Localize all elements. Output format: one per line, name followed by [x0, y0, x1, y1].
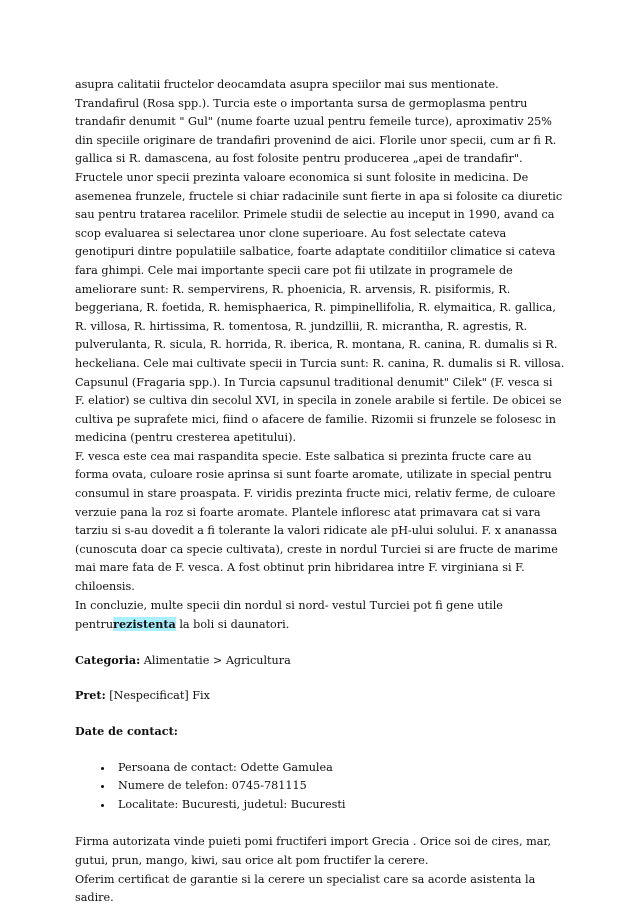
contact-phone: • Numere de telefon: 0745-781115	[114, 777, 565, 796]
category-value: Alimentatie > Agricultura	[140, 653, 291, 667]
contact-location: • Localitate: Bucuresti, judetul: Bucuresti	[114, 796, 565, 815]
category-label: Categoria:	[75, 652, 141, 667]
highlighted-keyword-link[interactable]: rezistenta	[113, 617, 176, 632]
price-value: [Nespecificat] Fix	[105, 689, 210, 703]
contact-list	[75, 759, 565, 815]
article-body	[75, 76, 565, 635]
article-paragraph-intro: asupra calitatii fructelor deocamdata asupra speciilor mai sus mentionate.	[75, 78, 499, 91]
article-paragraph-roses: Trandafirul (Rosa spp.). Turcia este o importanta sursa de germoplasma pentru trandafir denumit " Gul" (nume foarte uzual pentru femeile turce), aproximativ 25% din speciile originare de trandafiri provenind de aici. Florile unor specii, cum ar fi R. gallica si R. damascena, au fost folosite pentru producerea „apei de trandafir". Fructele unor specii prezinta valoare economica si sunt folosite in medicina. De asemenea frunzele, fructele si chiar radacinile sunt fierte in apa si folosite ca diuretic sau pentru tratarea racelilor. Primele studii de selectie au inceput in 1990, avand ca scop evaluarea si selectarea unor clone superioare. Au fost selectate cateva genotipuri dintre populatiile salbatice, foarte adaptate conditiilor climatice si cateva fara ghimpi. Cele mai importante specii care pot fii utilzate in programele de ameliorare sunt: R. sempervirens, R. phoenicia, R. arvensis, R. pisiformis, R. beggeriana, R. foetida, R. hemisphaerica, R. pimpinellifolia, R. elymaitica, R. gallica, R. villosa, R. hirtissima, R. tomentosa, R. jundzillii, R. micrantha, R. agrestis, R. pulverulanta, R. sicula, R. horrida, R. iberica, R. montana, R. canina, R. dumalis si R. heckeliana. Cele mai cultivate specii in Turcia sunt: R. canina, R. dumalis si R. villosa.	[75, 96, 565, 370]
conclusion-text-end: la boli si daunatori.	[175, 618, 290, 632]
category-field	[75, 651, 565, 671]
ad-line-guarantee: Oferim certificat de garantie si la cerere un specialist care sa acorde asistenta la sadire.	[75, 872, 536, 905]
price-label: Pret:	[75, 688, 106, 703]
contact-title: Date de contact:	[75, 724, 178, 738]
conclusion-text: In concluzie, multe specii din nordul si nord- vestul Turciei pot fi gene utile pentru	[75, 598, 503, 632]
price-field	[75, 686, 565, 706]
article-paragraph-conclusion	[75, 597, 565, 635]
ad-description	[75, 833, 565, 907]
ad-line-offer: Firma autorizata vinde puieti pomi fructiferi import Grecia . Orice soi de cires, mar, gutui, prun, mango, kiwi, sau orice alt pom fructifer la cerere.	[75, 835, 552, 867]
article-paragraph-strawberry: Capsunul (Fragaria spp.). In Turcia capsunul traditional denumit" Cilek" (F. vesca si F. elatior) se cultiva din secolul XVI, in specila in zonele arabile si fertile. De obicei se cultiva pe suprafete mici, fiind o afacere de familie. Rizomii si frunzele se folosesc in medicina (pentru cresterea apetitului).	[75, 375, 562, 445]
document-page	[75, 76, 565, 908]
article-paragraph-species: F. vesca este cea mai raspandita specie. Este salbatica si prezinta fructe care au forma ovata, culoare rosie aprinsa si sunt foarte aromate, utilizate in special pentru consumul in stare proaspata. F. viridis prezinta fructe mici, relativ ferme, de culoare verzuie pana la roz si foarte aromate. Plantele infloresc atat primavara cat si vara tarziu si s-au dovedit a fi tolerante la valori ridicate ale pH-ului solului. F. x ananassa (cunoscuta doar ca specie cultivata), creste in nordul Turciei si are fructe de marime mai mare fata de F. vesca. A fost obtinut prin hibridarea intre F. virginiana si F. chiloensis.	[75, 449, 558, 594]
contact-person: • Persoana de contact: Odette Gamulea	[114, 759, 565, 778]
